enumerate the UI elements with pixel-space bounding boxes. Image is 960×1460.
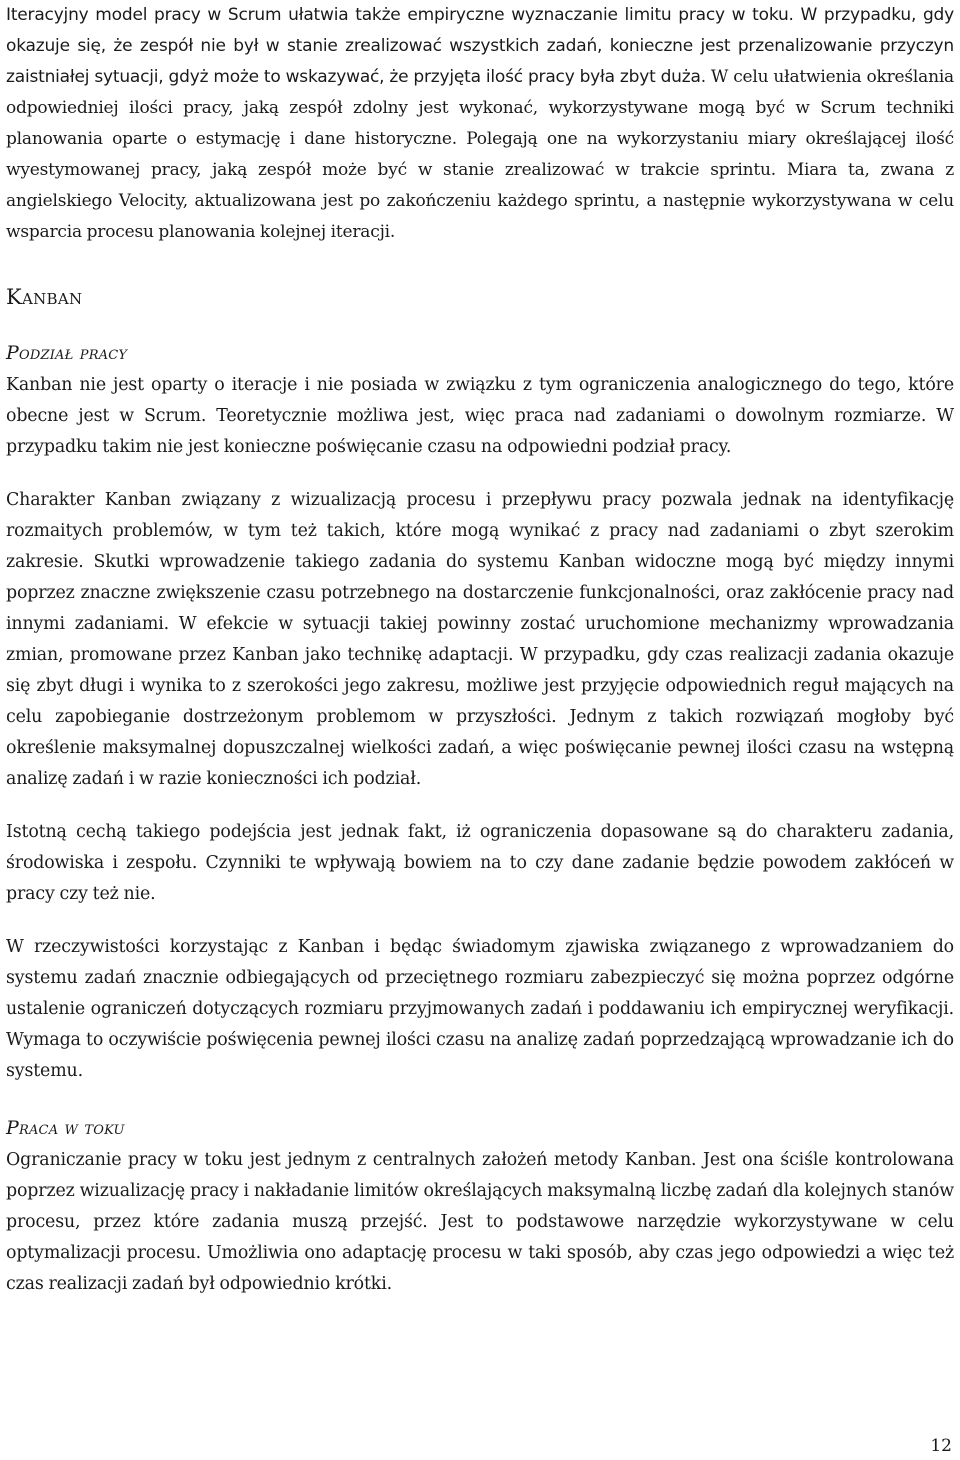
paragraph-podzial-4: W rzeczywistości korzystając z Kanban i będąc świadomym zjawiska związanego z wprowadzaniem do systemu zadań znacznie odbiegających od przeciętnego rozmiaru zabezpieczyć się można poprzez odgórne ustalenie ograniczeń dotyczących rozmiaru przyjmowanych zadań i poddawaniu ich empirycznej weryfikacji. Wymaga to oczywiście poświęcenia pewnej ilości czasu na analizę zadań poprzedzającą wprowadzanie ich do systemu. — [6, 937, 954, 1081]
intro-paragraph — [6, 0, 954, 248]
page-number: 12 — [930, 1436, 952, 1456]
intro-text-serif: W celu ułatwienia określania odpowiedniej ilości pracy, jaką zespół zdolny jest wykonać, wykorzystywane mogą być w Scrum techniki planowania oparte o estymację i dane historyczne. Polegają one na wykorzystaniu miary określającej ilość wyestymowanej pracy, jaką zespół może być w stanie zrealizować w trakcie sprintu. Miara ta, zwana z angielskiego Velocity, aktualizowana jest po zakończeniu każdego sprintu, a następnie wykorzystywana w celu wsparcia procesu planowania kolejnej iteracji. — [6, 67, 954, 242]
heading-praca-w-toku: Praca w toku — [6, 1117, 125, 1139]
paragraph-praca-w-toku-1: Ograniczanie pracy w toku jest jednym z centralnych założeń metody Kanban. Jest ona ściśle kontrolowana poprzez wizualizację pracy i nakładanie limitów określających maksymalną liczbę zadań dla kolejnych stanów procesu, przez które zadania muszą przejść. Jest to podstawowe narzędzie wykorzystywane w celu optymalizacji procesu. Umożliwia ono adaptację procesu w taki sposób, aby czas jego odpowiedzi a więc też czas realizacji zadań był odpowiednio krótki. — [6, 1150, 954, 1294]
paragraph-podzial-1: Kanban nie jest oparty o iteracje i nie posiada w związku z tym ograniczenia analogicznego do tego, które obecne jest w Scrum. Teoretycznie możliwa jest, więc praca nad zadaniami o dowolnym rozmiarze. W przypadku takim nie jest konieczne poświęcanie czasu na odpowiedni podział pracy. — [6, 375, 954, 457]
intro-text-sans: Iteracyjny model pracy w Scrum ułatwia także empiryczne wyznaczanie limitu pracy w toku. W przypadku, gdy okazuje się, że zespół nie był w stanie zrealizować wszystkich zadań, konieczne jest przenalizowanie przyczyn zaistniałej sytuacji, gdyż może to wskazywać, że przyjęta ilość pracy była zbyt duża. — [6, 5, 954, 87]
paragraph-podzial-3: Istotną cechą takiego podejścia jest jednak fakt, iż ograniczenia dopasowane są do charakteru zadania, środowiska i zespołu. Czynniki te wpływają bowiem na to czy dane zadanie będzie powodem zakłóceń w pracy czy też nie. — [6, 822, 954, 904]
paragraph-podzial-2: Charakter Kanban związany z wizualizacją procesu i przepływu pracy pozwala jednak na identyfikację rozmaitych problemów, w tym też takich, które mogą wynikać z pracy nad zadaniami o zbyt szerokim zakresie. Skutki wprowadzenie takiego zadania do systemu Kanban widoczne mogą być między innymi poprzez znaczne zwiększenie czasu potrzebnego na dostarczenie funkcjonalności, oraz zakłócenie pracy nad innymi zadaniami. W efekcie w sytuacji takiej powinny zostać uruchomione mechanizmy wprowadzania zmian, promowane przez Kanban jako technikę adaptacji. W przypadku, gdy czas realizacji zadania okazuje się zbyt długi i wynika to z szerokości jego zakresu, możliwe jest przyjęcie odpowiednich reguł mających na celu zapobieganie dostrzeżonym problemom w przyszłości. Jednym z takich rozwiązań mogłoby być określenie maksymalnej dopuszczalnej wielkości zadań, a więc poświęcanie pewnej ilości czasu na wstępną analizę zadań i w razie konieczności ich podział. — [6, 490, 954, 789]
heading-kanban: Kanban — [6, 285, 83, 309]
heading-podzial-pracy: Podział pracy — [6, 342, 128, 364]
